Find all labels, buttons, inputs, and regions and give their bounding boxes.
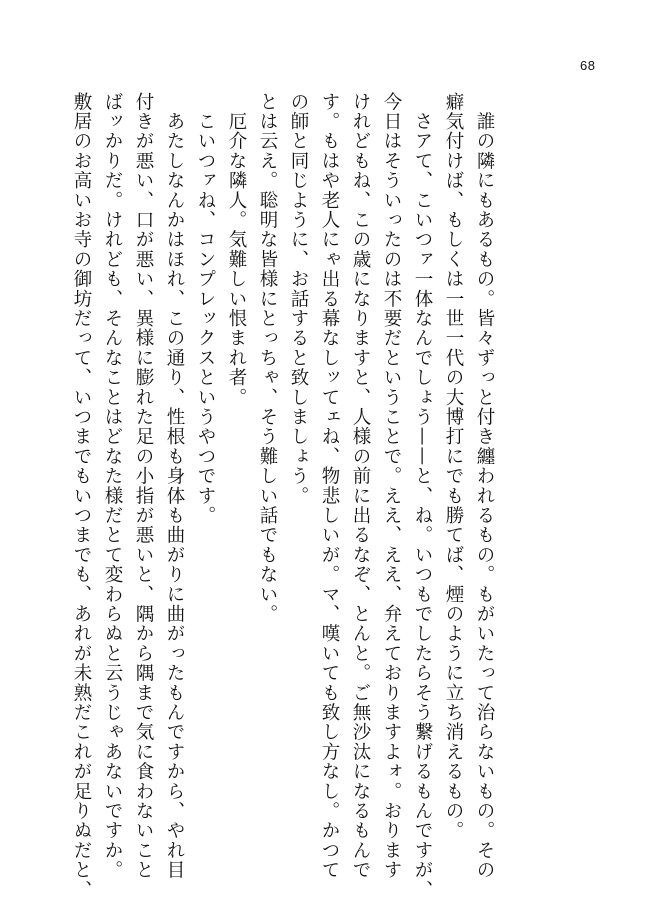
text-line: 誰の隣にもあるもの。皆々ずっと付き纏われるもの。もがいたって治らないもの。その	[474, 92, 495, 880]
text-line: す。もはや老人にゃ出る幕なしッてェね、物悲しいが。マ、嘆いても致し方なし。かつて	[319, 92, 340, 880]
text-line: とは云え。聡明な皆様にとっちゃ、そう難しい話でもない。	[257, 92, 278, 624]
text-line: ばッかりだ。けれども、そんなことはどなた様だとて変わらぬと云うじゃあないですか。	[102, 92, 123, 880]
text-line: 敷居のお高いお寺の御坊だって、いつまでもいつまでも、あれが未熟だこれが足りぬだと、	[71, 92, 92, 900]
vertical-text-body	[71, 92, 500, 900]
text-line: 厄介な隣人。気難しい恨まれ者。	[226, 92, 247, 408]
text-line: の師と同じように、お話すると致しましょう。	[288, 92, 309, 506]
text-line: こいつァね、コンプレックスというやつです。	[195, 92, 216, 526]
text-line: 今日はそういったのは不要だということで。ええ、ええ、弁えておりますよォ。おります	[381, 92, 402, 880]
text-line: あたしなんかはほれ、この通り、性根も身体も曲がりに曲がったもんですから、やれ目	[164, 92, 185, 880]
text-line: 付きが悪い、口が悪い、異様に膨れた足の小指が悪いと、隅から隅まで気に食わないこと	[133, 92, 154, 880]
text-line: さアて、こいつァ一体なんでしょう——と、ね。いつもでしたらそう繋げるもんですが、	[412, 92, 433, 900]
page-number: 68	[580, 58, 596, 73]
text-line: けれどもね、この歳になりますと、人様の前に出るなぞ、とんと。ご無沙汰になるもんで	[350, 92, 371, 880]
text-line: 癖気付けば、もしくは一世一代の大博打にでも勝てば、煙のように立ち消えるもの。	[443, 92, 464, 841]
